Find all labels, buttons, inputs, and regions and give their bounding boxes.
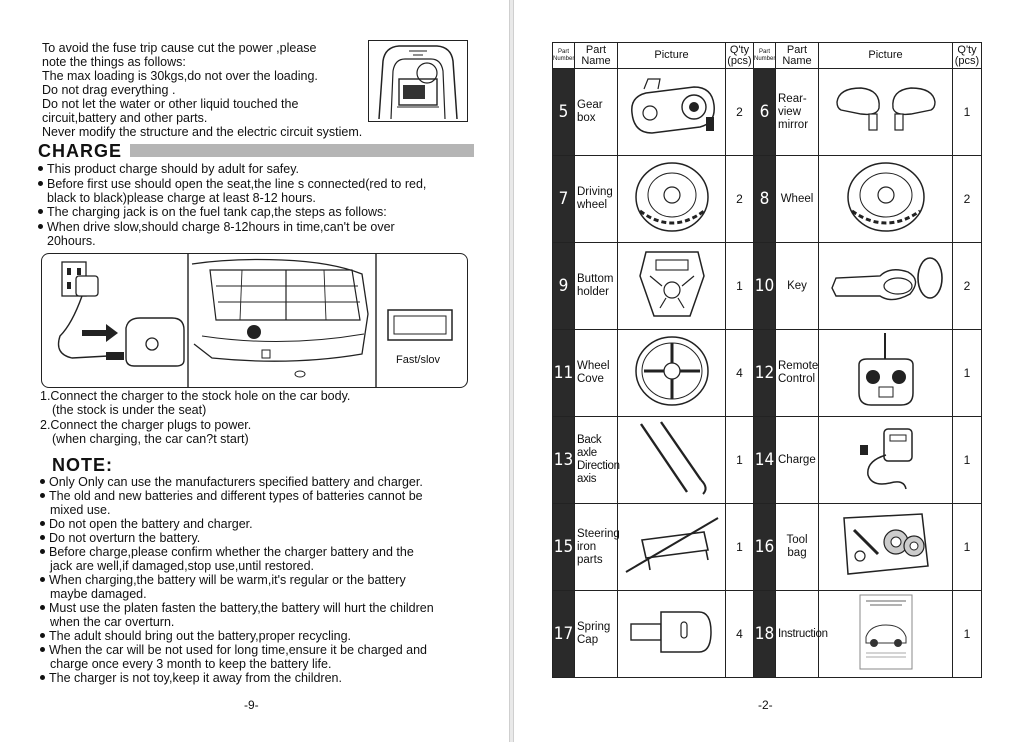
part-qty: 1 [953, 69, 982, 156]
intro-line: The max loading is 30kgs,do not over the loading. [42, 69, 318, 83]
bullet-icon [40, 479, 45, 484]
note-bullet-cont: jack are well,if damaged,stop use,until restored. [50, 559, 315, 573]
charge-bullet-cont: 20hours. [47, 234, 96, 248]
part-name: Spring Cap [575, 591, 618, 678]
charge-heading: CHARGE [38, 141, 123, 161]
step-line: 1.Connect the charger to the stock hole on the car body. [40, 389, 351, 403]
rear-view-mirror-icon [819, 69, 953, 156]
table-row [553, 591, 982, 678]
part-number: 9 [553, 243, 575, 330]
note-bullet: Must use the platen fasten the battery,the battery will hurt the children [40, 601, 434, 615]
bullet-icon [40, 675, 45, 680]
note-bullet: Do not overturn the battery. [40, 531, 200, 545]
part-name: Buttom holder [575, 243, 618, 330]
remote-control-icon [819, 330, 953, 417]
part-qty: 1 [726, 417, 754, 504]
part-number: 15 [553, 504, 575, 591]
part-number: 17 [553, 591, 575, 678]
part-number: 13 [553, 417, 575, 504]
bullet-icon [40, 535, 45, 540]
driving-wheel-icon [618, 156, 726, 243]
part-number: 14 [754, 417, 776, 504]
bullet-icon [40, 521, 45, 526]
part-number: 18 [754, 591, 776, 678]
part-qty: 1 [953, 417, 982, 504]
intro-line: Do not let the water or other liquid touched the [42, 97, 299, 111]
note-bullet: Before charge,please confirm whether the charger battery and the [40, 545, 414, 559]
fuse-intro [42, 41, 362, 139]
note-bullet: When charging,the battery will be warm,it's regular or the battery [40, 573, 406, 587]
intro-line: To avoid the fuse trip cause cut the power ,please [42, 41, 317, 55]
step-line: (when charging, the car can?t start) [52, 432, 249, 446]
part-qty: 1 [726, 243, 754, 330]
part-name: Remote Control [776, 330, 819, 417]
charge-bullet: This product charge should by adult for safey. [38, 162, 299, 176]
axle-icon [618, 417, 726, 504]
part-number: 16 [754, 504, 776, 591]
note-bullet: When the car will be not used for long time,ensure it be charged and [40, 643, 427, 657]
page-number: -9- [244, 698, 259, 712]
table-row [553, 504, 982, 591]
part-qty: 1 [953, 330, 982, 417]
header-qty: Q'ty (pcs) [953, 43, 982, 69]
note-bullet: The charger is not toy,keep it away from the children. [40, 671, 342, 685]
gear-box-icon [618, 69, 726, 156]
part-qty: 4 [726, 591, 754, 678]
note-bullet-cont: when the car overturn. [50, 615, 175, 629]
step-line: 2.Connect the charger plugs to power. [40, 418, 252, 432]
note-bullet-cont: charge once every 3 month to keep the battery life. [50, 657, 332, 671]
bullet-icon [40, 493, 45, 498]
bullet-icon [38, 209, 43, 214]
intro-line: Do not drag everything . [42, 83, 176, 97]
part-name: Driving wheel [575, 156, 618, 243]
parts-table [552, 42, 982, 678]
header-picture: Picture [618, 43, 726, 69]
part-qty: 1 [953, 504, 982, 591]
part-qty: 2 [953, 156, 982, 243]
left-page [0, 0, 509, 742]
table-row [553, 417, 982, 504]
table-row [553, 330, 982, 417]
part-number: 5 [553, 69, 575, 156]
bullet-icon [38, 166, 43, 171]
instruction-manual-icon [819, 591, 953, 678]
intro-line: Never modify the structure and the electric circuit systiem. [42, 125, 363, 139]
header-part-number: Part Number [553, 43, 575, 69]
charge-bullet: The charging jack is on the fuel tank cap,the steps as follows: [38, 205, 387, 219]
heading-rule [130, 144, 474, 157]
note-heading: NOTE: [52, 455, 113, 475]
table-header-row [553, 43, 982, 69]
header-qty: Q'ty (pcs) [727, 43, 752, 67]
part-number: 11 [553, 330, 575, 417]
part-qty: 1 [953, 591, 982, 678]
bullet-icon [40, 633, 45, 638]
part-number: 12 [754, 330, 776, 417]
bottom-holder-icon [618, 243, 726, 330]
part-qty: 1 [726, 504, 754, 591]
note-bullet: Only Only can use the manufacturers specified battery and charger. [40, 475, 423, 489]
seat-fuse-illustration [368, 40, 468, 122]
note-bullet-cont: maybe damaged. [50, 587, 147, 601]
part-number: 10 [754, 243, 776, 330]
wheel-cover-icon [618, 330, 726, 417]
table-row [553, 156, 982, 243]
part-qty: 4 [726, 330, 754, 417]
charging-diagram [41, 253, 468, 388]
fast-slow-label: Fast/slov [396, 354, 441, 366]
charger-icon [819, 417, 953, 504]
table-row [553, 243, 982, 330]
step-line: (the stock is under the seat) [52, 403, 207, 417]
note-bullet: Do not open the battery and charger. [40, 517, 253, 531]
header-picture: Picture [819, 43, 953, 69]
table-row [553, 69, 982, 156]
bullet-icon [38, 224, 43, 229]
note-bullet: The old and new batteries and different types of batteries cannot be [40, 489, 423, 503]
part-name: Key [776, 243, 819, 330]
part-name: Tool bag [776, 504, 819, 591]
part-qty: 2 [726, 156, 754, 243]
part-name: Wheel [776, 156, 819, 243]
charge-bullet-cont: black to black)please charge at least 8-12 hours. [47, 191, 316, 205]
charge-bullet: When drive slow,should charge 8-12hours in time,can't be over [38, 220, 395, 234]
bullet-icon [40, 577, 45, 582]
wheel-icon [819, 156, 953, 243]
part-name: Rear-view mirror [776, 69, 819, 156]
page-number: -2- [758, 698, 773, 712]
spring-cap-icon [618, 591, 726, 678]
bullet-icon [40, 647, 45, 652]
bullet-icon [40, 549, 45, 554]
part-number: 6 [754, 69, 776, 156]
part-name: Back axle Direction axis [575, 417, 618, 504]
part-number: 8 [754, 156, 776, 243]
intro-line: circuit,battery and other parts. [42, 111, 208, 125]
part-name: Instruction [776, 591, 819, 678]
bullet-icon [40, 605, 45, 610]
part-qty: 2 [726, 69, 754, 156]
part-number: 7 [553, 156, 575, 243]
note-bullet-cont: mixed use. [50, 503, 111, 517]
part-name: Wheel Cove [575, 330, 618, 417]
tool-bag-icon [819, 504, 953, 591]
steering-iron-icon [618, 504, 726, 591]
header-part-name: Part Name [776, 43, 819, 69]
bullet-icon [38, 181, 43, 186]
part-qty: 2 [953, 243, 982, 330]
part-name: Steering iron parts [575, 504, 618, 591]
charge-bullet: Before first use should open the seat,the line s connected(red to red, [38, 177, 426, 191]
part-name: Charge [776, 417, 819, 504]
key-icon [819, 243, 953, 330]
part-name: Gear box [575, 69, 618, 156]
header-part-number: Part Number [754, 43, 776, 69]
intro-line: note the things as follows: [42, 55, 186, 69]
header-part-name: Part Name [575, 43, 618, 69]
note-bullet: The adult should bring out the battery,proper recycling. [40, 629, 351, 643]
